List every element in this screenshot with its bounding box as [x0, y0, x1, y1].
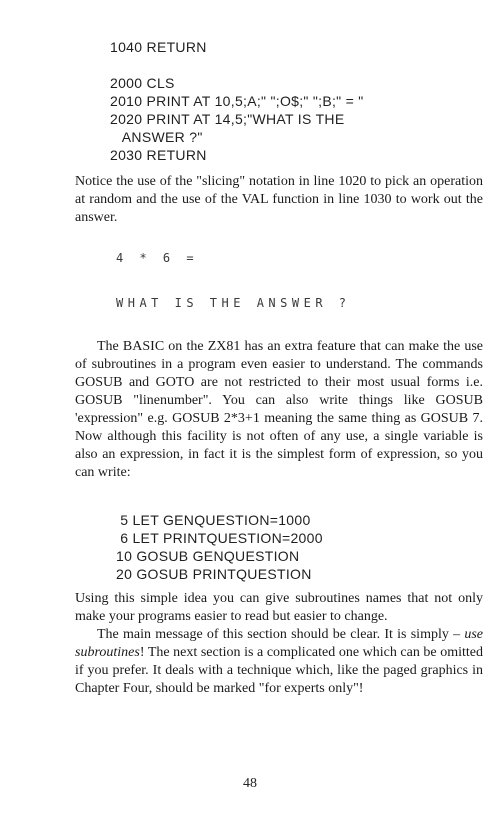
code-line: 2030 RETURN	[110, 147, 207, 163]
code-line: ANSWER ?"	[110, 129, 203, 145]
screen-output-sum: 4 * 6 =	[116, 251, 199, 265]
code-line: 2000 CLS	[110, 75, 175, 91]
code-listing-bottom	[116, 511, 323, 583]
screen-output-prompt: WHAT IS THE ANSWER ?	[116, 296, 351, 310]
paragraph-main-message	[75, 626, 483, 698]
page-number: 48	[243, 776, 257, 791]
code-line: 5 LET GENQUESTION=1000	[116, 512, 311, 528]
code-line: 10 GOSUB GENQUESTION	[116, 548, 300, 564]
main-message-continued: ! The next section is a complicated one which can be omitted if you prefer. It deals with a technique which, like the paged graphics in Chapter Four, should be marked "for experts only"!	[75, 645, 483, 696]
code-line-blank	[110, 56, 364, 74]
paragraph-slicing-note: Notice the use of the "slicing" notation in line 1020 to pick an operation at random and the use of the VAL function in line 1030 to work out the answer.	[75, 174, 483, 225]
code-line: 2010 PRINT AT 10,5;A;" ";O$;" ";B;" = "	[110, 93, 364, 109]
code-line: 6 LET PRINTQUESTION=2000	[116, 530, 323, 546]
paragraph-gosub-expressions: The BASIC on the ZX81 has an extra feature that can make the use of subroutines in a program even easier to understand. The commands GOSUB and GOTO are not restricted to their most usual forms i.e. GOSUB "linenumber". You can also write things like GOSUB 'expression" e.g. GOSUB 2*3+1 meaning the same thing as GOSUB 7. Now although this facility is not often of any use, a single variable is also an expression, in fact it is the simplest form of expression, so you can write:	[75, 339, 483, 480]
code-line: 1040 RETURN	[110, 39, 207, 55]
code-line: 20 GOSUB PRINTQUESTION	[116, 566, 312, 582]
emphasis-use-subroutines: use subroutines	[75, 627, 483, 660]
code-listing-top	[110, 38, 364, 164]
paragraph-subroutine-names: Using this simple idea you can give subroutines names that not only make your programs easier to read but easier to change.	[75, 591, 483, 624]
main-message-text: The main message of this section should be clear. It is simply –	[97, 627, 465, 642]
code-line: 2020 PRINT AT 14,5;"WHAT IS THE	[110, 111, 345, 127]
